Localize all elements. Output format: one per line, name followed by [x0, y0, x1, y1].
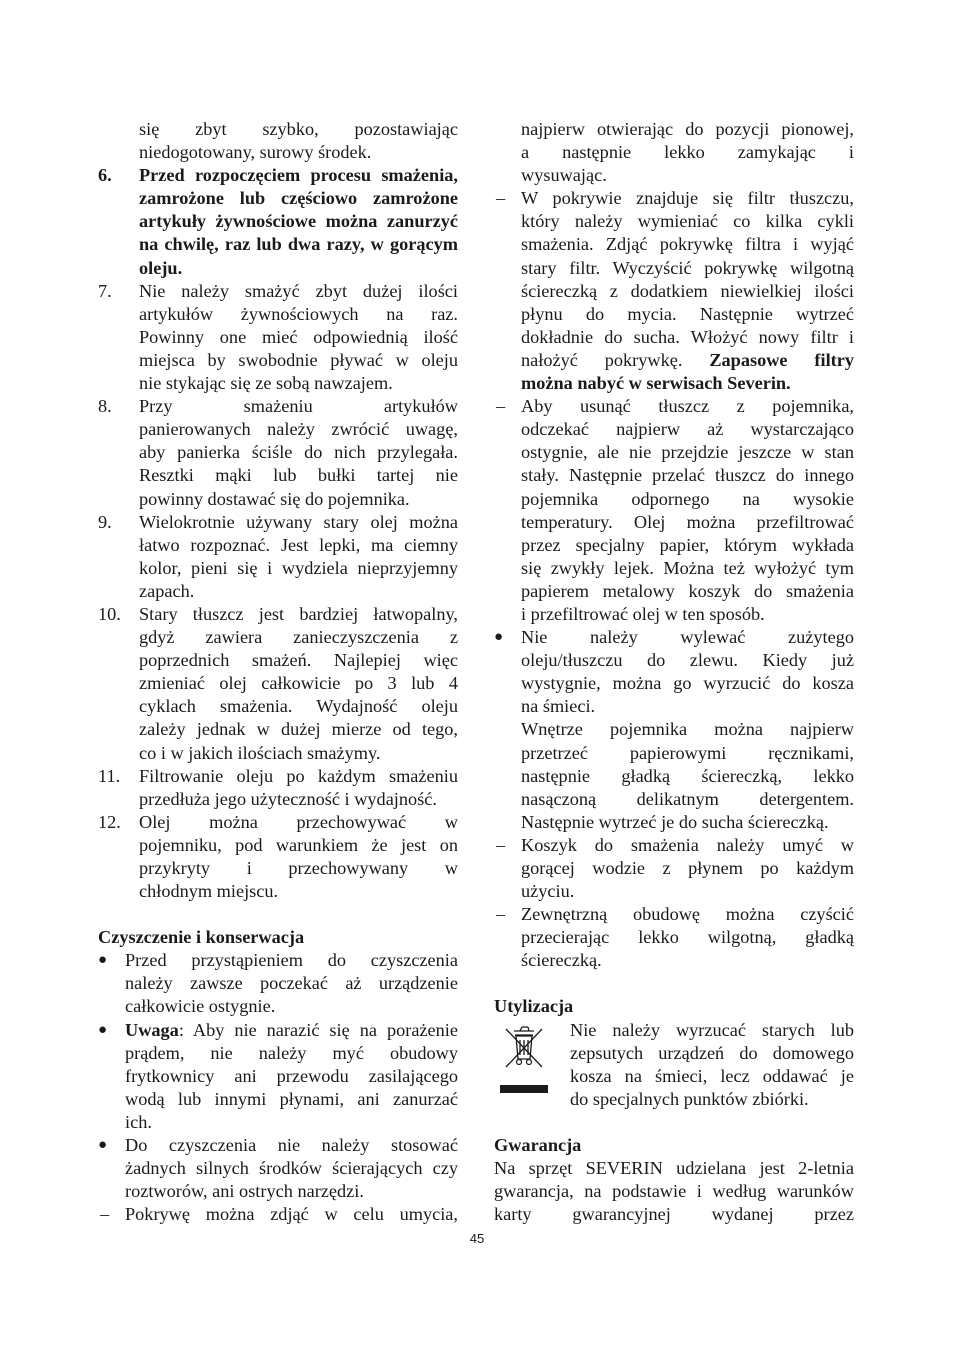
- text-line: ich.: [125, 1111, 152, 1132]
- section-heading-warranty: Gwarancja: [494, 1134, 582, 1155]
- dash-marker: –: [100, 1204, 110, 1225]
- text-line: który należy wymieniać co kilka cykli: [521, 211, 854, 232]
- text-line: Wielokrotnie używany stary olej można: [139, 511, 458, 532]
- text-line: wystygnie, można go wyrzucić do kosza: [521, 673, 854, 694]
- text-line: pojemnika odpornego na wysokie: [521, 488, 854, 509]
- text-line: Pokrywę można zdjąć w celu umycia,: [125, 1204, 458, 1225]
- text-line: ściereczką.: [521, 950, 602, 971]
- text-line: smażenia. Zdjąć pokrywkę filtra i wyjąć: [521, 234, 854, 255]
- text-line: Olej można przechowywać w: [139, 811, 458, 832]
- text-line: wysuwając.: [521, 165, 607, 186]
- text-line: miejsca by swobodnie pływać w oleju: [139, 349, 458, 370]
- bullet-icon: ●: [98, 1137, 108, 1154]
- text-line: artykuły żywnościowe można zanurzyć: [139, 211, 458, 232]
- text-line: się zbyt szybko, pozostawiając: [139, 119, 458, 139]
- text-line: powinny dostawać się do pojemnika.: [139, 488, 410, 509]
- text-line: gwarancja, na podstawie i według warunków: [494, 1181, 854, 1202]
- bullet-item-drain: [494, 626, 854, 834]
- text-line: przedłuża jego użyteczność i wydajność.: [139, 788, 437, 809]
- text-line: frytkownicy ani przewodu zasilającego: [125, 1065, 458, 1086]
- numbered-list: [98, 164, 458, 903]
- text-line: chłodnym miejscu.: [139, 881, 279, 902]
- dash-marker: –: [496, 904, 506, 925]
- item-number: 7.: [98, 280, 112, 301]
- text-line: nie stykając się ze sobą nawzajem.: [139, 373, 393, 394]
- text-line: W pokrywie znajduje się filtr tłuszczu,: [521, 188, 854, 209]
- numbered-item: [98, 164, 458, 279]
- text-line: gdyż zawiera zanieczyszczenia z: [139, 627, 458, 648]
- text-line: Następnie wytrzeć je do sucha ściereczką.: [521, 811, 829, 832]
- text-line: kosza na śmieci, lecz oddawać je: [570, 1065, 854, 1086]
- text-line: wodą lub innymi płynami, ani zanurzać: [125, 1088, 458, 1109]
- text-line: na śmieci.: [521, 696, 596, 717]
- numbered-item: [98, 511, 458, 603]
- item-number: 12.: [98, 811, 121, 832]
- text-line: przykryty i przechowywany w: [139, 858, 458, 878]
- dash-item-fat: [494, 395, 854, 626]
- dash-item-filter: [494, 187, 854, 395]
- text-line: przecierając lekko wilgotną, gładką: [521, 927, 854, 948]
- numbered-item: [98, 811, 458, 903]
- text-line: całkowicie ostygnie.: [125, 996, 276, 1017]
- text-line: użyciu.: [521, 881, 575, 902]
- text-line: łatwo rozpoznać. Jest lepki, ma ciemny: [139, 534, 458, 555]
- text-line: Koszyk do smażenia należy umyć w: [521, 834, 854, 855]
- text-line: na chwilę, raz lub dwa razy, w gorącym: [139, 234, 458, 255]
- text-line: pojemniku, pod warunkiem że jest on: [139, 834, 458, 855]
- text-line: się zwykły lejek. Można też wyłożyć tym: [521, 557, 854, 578]
- page-number: 45: [469, 1231, 485, 1246]
- text-line: Nie należy smażyć zbyt dużej ilości: [139, 280, 458, 301]
- continued-dash-item: [494, 118, 854, 187]
- text-line: oleju/tłuszczu do zlewu. Kiedy już: [521, 650, 854, 671]
- text-line: artykułów żywnościowych na raz.: [139, 303, 458, 324]
- text-line: kolor, pieni się i wydziela nieprzyjemny: [139, 557, 458, 578]
- bullet-icon: ●: [98, 1021, 108, 1038]
- bullet-item: [98, 1134, 458, 1203]
- text-line: żadnych silnych środków ścierających czy: [125, 1158, 458, 1179]
- text-line: ostygnie, ale nie przejdzie jeszcze w stan: [521, 442, 854, 463]
- bullet-item-warning: [98, 1019, 458, 1134]
- text-line: dokładnie do sucha. Włożyć nowy filtr i: [521, 326, 854, 347]
- item-number: 11.: [98, 765, 121, 786]
- text-line: karty gwarancyjnej wydanej przez: [494, 1204, 854, 1225]
- text-line: najpierw otwierając do pozycji pionowej,: [521, 119, 854, 139]
- text-line: co i w jakich ilościach smażymy.: [139, 742, 381, 763]
- text-line: Nie należy wyrzucać starych lub: [570, 1019, 854, 1040]
- dash-item: [98, 1203, 458, 1226]
- text-line: Filtrowanie oleju po każdym smażeniu: [139, 765, 458, 786]
- text-line: przez specjalny papier, którym wykłada: [521, 534, 854, 555]
- crossed-bin-icon: [498, 1021, 550, 1095]
- text-line: nałożyć pokrywkę. Zapasowe filtry: [521, 349, 855, 370]
- continued-item-5: [98, 118, 458, 164]
- text-line: Powinny one mieć odpowiednią ilość: [139, 326, 458, 347]
- text-line: Uwaga: Aby nie narazić się na porażenie: [125, 1019, 458, 1040]
- item-number: 6.: [98, 165, 112, 186]
- text-line: panierowanych należy zwrócić uwagę,: [139, 419, 458, 440]
- dash-item-basket: [494, 834, 854, 903]
- text-line: nasączoną delikatnym detergentem.: [521, 788, 854, 809]
- text-line: Przed przystąpieniem do czyszczenia: [125, 950, 458, 971]
- text-line: prądem, nie należy myć obudowy: [125, 1042, 458, 1063]
- item-number: 10.: [98, 603, 121, 624]
- numbered-item: [98, 603, 458, 765]
- text-line: można nabyć w serwisach Severin.: [521, 373, 791, 394]
- left-column: [98, 118, 458, 1226]
- right-column: [494, 118, 854, 1226]
- bullet-icon: ●: [98, 952, 108, 969]
- numbered-item: [98, 395, 458, 510]
- text-line: Nie należy wylewać zużytego: [521, 627, 854, 648]
- text-line: stary filtr. Wyczyścić pokrywkę wilgotną: [521, 257, 854, 278]
- numbered-item: [98, 765, 458, 811]
- item-number: 8.: [98, 396, 112, 417]
- text-line: temperatury. Olej można przefiltrować: [521, 511, 854, 532]
- text-line: Przy smażeniu artykułów: [139, 396, 458, 417]
- text-line: zależy jednak w dużej mierze od tego,: [139, 719, 458, 740]
- text-line: Przed rozpoczęciem procesu smażenia,: [139, 165, 458, 186]
- text-line: zepsutych urządzeń do domowego: [570, 1042, 854, 1063]
- bullet-item: [98, 949, 458, 1018]
- text-line: cyklach smażenia. Wydajność oleju: [139, 696, 458, 717]
- text-line: gorącej wodzie z płynem po każdym: [521, 858, 854, 878]
- text-line: roztworów, ani ostrych narzędzi.: [125, 1181, 364, 1202]
- section-heading-cleaning: Czyszczenie i konserwacja: [98, 927, 305, 948]
- text-line: papierem metalowy koszyk do smażenia: [521, 580, 854, 601]
- warning-label: Uwaga: [125, 1019, 179, 1040]
- text-line: odczekać najpierw aż wystarczająco: [521, 419, 854, 440]
- item-number: 9.: [98, 511, 112, 532]
- dash-marker: –: [496, 834, 506, 855]
- text-line: i przefiltrować olej w ten sposób.: [521, 603, 765, 624]
- text-line: Resztki mąki lub bułki tartej nie: [139, 465, 458, 486]
- text-line: niedogotowany, surowy środek.: [139, 142, 372, 163]
- text-line: płynu do mycia. Następnie wytrzeć: [521, 303, 854, 324]
- text-line: Na sprzęt SEVERIN udzielana jest 2-letnia: [494, 1158, 854, 1179]
- text-line: Stary tłuszcz jest bardziej łatwopalny,: [139, 603, 458, 624]
- text-line: do specjalnych punktów zbiórki.: [570, 1088, 809, 1109]
- text-line: a następnie lekko zamykając i: [521, 142, 854, 163]
- text-line: zmieniać olej całkowicie po 3 lub 4: [139, 673, 458, 694]
- text-line: Wnętrze pojemnika można najpierw: [521, 719, 854, 740]
- text-line: należy zawsze poczekać aż urządzenie: [125, 973, 458, 994]
- text-line: przetrzeć papierowymi ręcznikami,: [521, 742, 854, 763]
- text-line: Aby usunąć tłuszcz z pojemnika,: [521, 396, 854, 417]
- warranty-text: [494, 1157, 854, 1226]
- text-line: następnie gładką ściereczką, lekko: [521, 765, 854, 786]
- text-line: zamrożone lub częściowo zamrożone: [139, 188, 458, 209]
- disposal-block: [494, 1019, 854, 1111]
- text-line: Zewnętrzną obudowę można czyścić: [521, 904, 854, 925]
- text-line: stały. Następnie przelać tłuszcz do innego: [521, 465, 854, 486]
- spare-filters-note: Zapasowe filtry: [709, 349, 855, 370]
- dash-marker: –: [496, 188, 506, 209]
- dash-marker: –: [496, 396, 506, 417]
- text-line: oleju.: [139, 257, 183, 278]
- text-line: aby panierka ściśle do nich przylegała.: [139, 442, 458, 463]
- section-heading-disposal: Utylizacja: [494, 996, 574, 1017]
- text-line: poprzednich smażeń. Najlepiej więc: [139, 650, 458, 671]
- bullet-icon: ●: [494, 629, 504, 646]
- text-line: Do czyszczenia nie należy stosować: [125, 1135, 458, 1156]
- text-line: zapach.: [139, 580, 195, 601]
- text-line: ściereczką z dodatkiem niewielkiej ilości: [521, 280, 854, 301]
- dash-item-housing: [494, 903, 854, 972]
- numbered-item: [98, 280, 458, 395]
